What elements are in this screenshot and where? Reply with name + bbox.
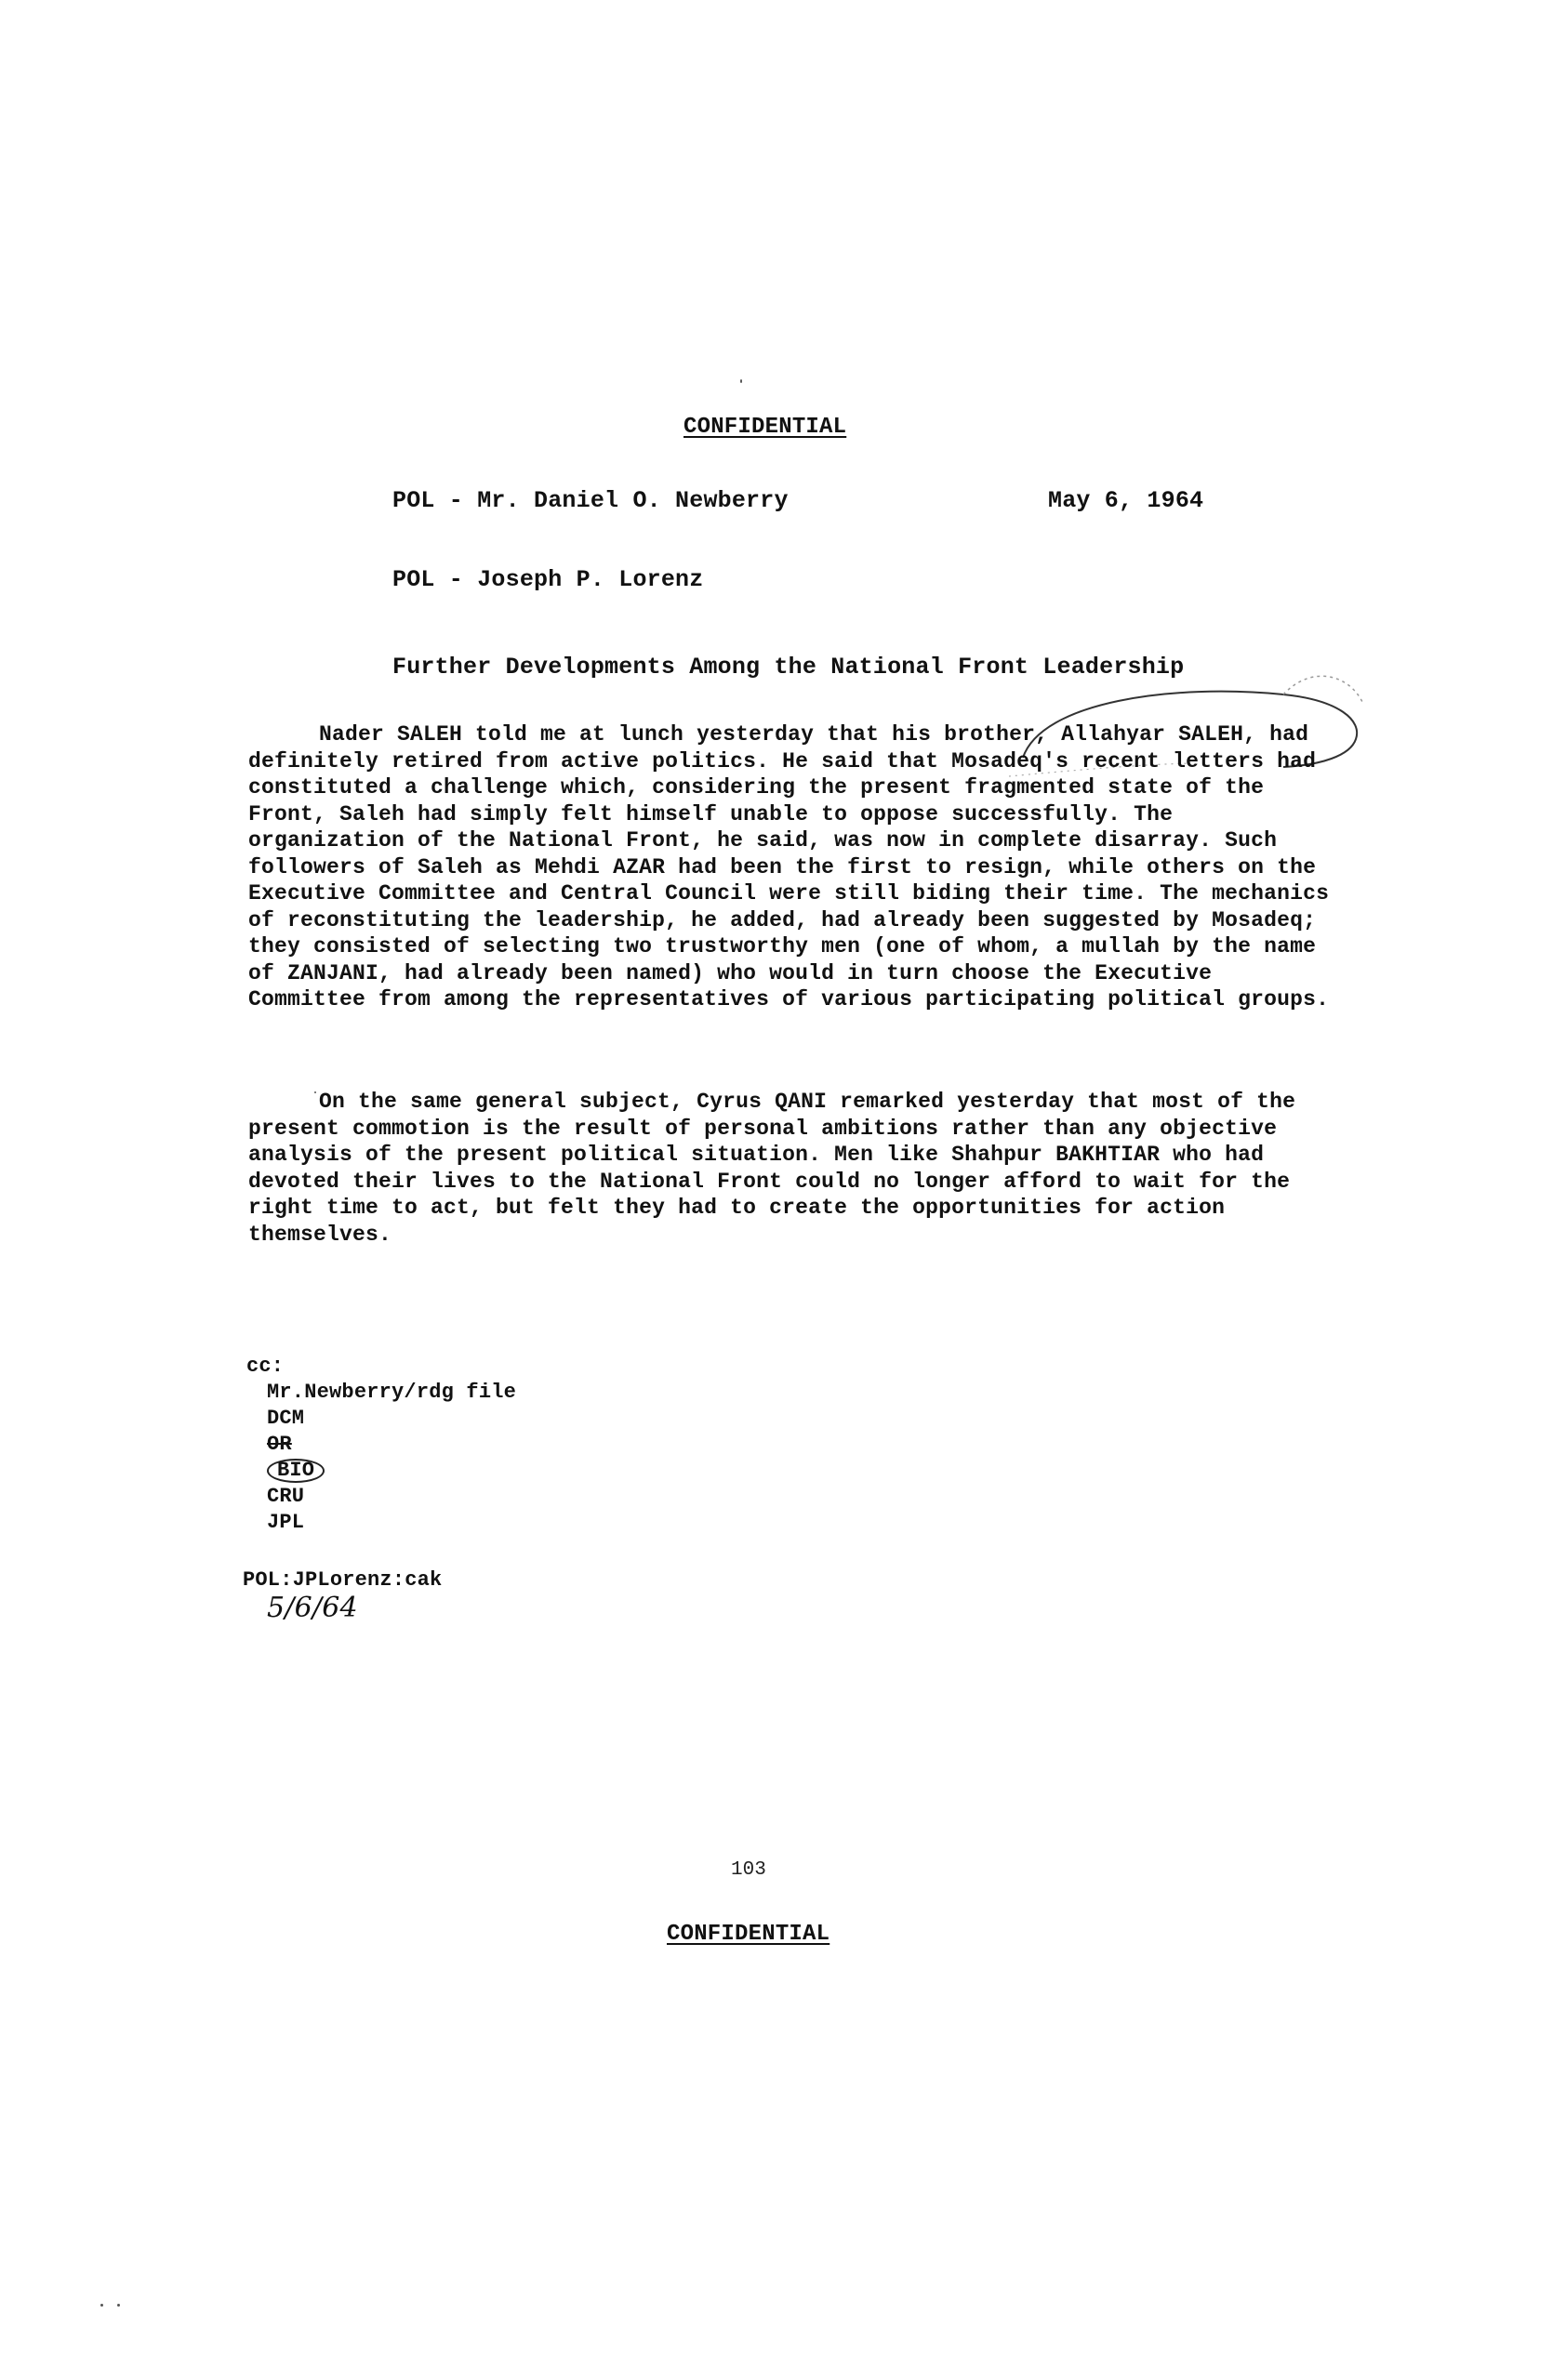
scan-speck <box>117 2304 120 2307</box>
memo-from-line: POL - Joseph P. Lorenz <box>392 566 704 593</box>
classification-marking-top: CONFIDENTIAL <box>683 415 847 440</box>
memo-to-line: POL - Mr. Daniel O. Newberry <box>392 487 789 514</box>
distribution-item: Mr.Newberry/rdg file <box>267 1381 517 1404</box>
distribution-item: DCM <box>267 1407 305 1430</box>
distribution-item: JPL <box>267 1511 305 1534</box>
struck-distribution-entry: OR <box>267 1433 292 1456</box>
circled-distribution-entry: BIO <box>267 1459 325 1483</box>
drafter-line: POL:JPLorenz:cak <box>243 1568 443 1592</box>
distribution-label: cc: <box>246 1355 285 1378</box>
scan-speck <box>314 1091 316 1093</box>
drafter-block <box>243 1567 442 1622</box>
scan-speck <box>100 2304 103 2307</box>
distribution-list <box>246 1354 516 1536</box>
distribution-item <box>267 1432 516 1458</box>
scan-speck <box>740 379 742 383</box>
body-paragraph-1: Nader SALEH told me at lunch yesterday that his brother, Allahyar SALEH, had definitely retired from active politics. He said that Mosadeq's recent letters had constituted a challenge which, considering the present fragmented state of the Front, Saleh had simply felt himself unable to oppose successfully. The organization of the National Front, he said, was now in complete disarray. Such followers of Saleh as Mehdi AZAR had been the first to resign, while others on the Executive Committee and Central Council were still biding their time. The mechanics of reconstituting the leadership, he added, had already been suggested by Mosadeq; they consisted of selecting two trustworthy men (one of whom, a mullah by the name of ZANJANI, had already been named) who would in turn choose the Executive Committee from among the representatives of various participating political groups. <box>248 722 1330 1012</box>
distribution-item <box>267 1458 516 1484</box>
distribution-items <box>246 1380 516 1536</box>
body-paragraph-2: On the same general subject, Cyrus QANI remarked yesterday that most of the present commotion is the result of personal ambitions rather than any objective analysis of the present political situation. Men like Shahpur BAKHTIAR who had devoted their lives to the National Front could no longer afford to wait for the right time to act, but felt they had to create the opportunities for action themselves. <box>248 1090 1296 1247</box>
distribution-item: CRU <box>267 1485 305 1508</box>
memo-subject: Further Developments Among the National Front Leadership <box>392 654 1185 681</box>
classification-marking-bottom: CONFIDENTIAL <box>667 1922 830 1947</box>
page-number: 103 <box>731 1859 766 1881</box>
memo-date: May 6, 1964 <box>1048 487 1204 514</box>
drafter-handwritten-date: 5/6/64 <box>267 1592 358 1624</box>
